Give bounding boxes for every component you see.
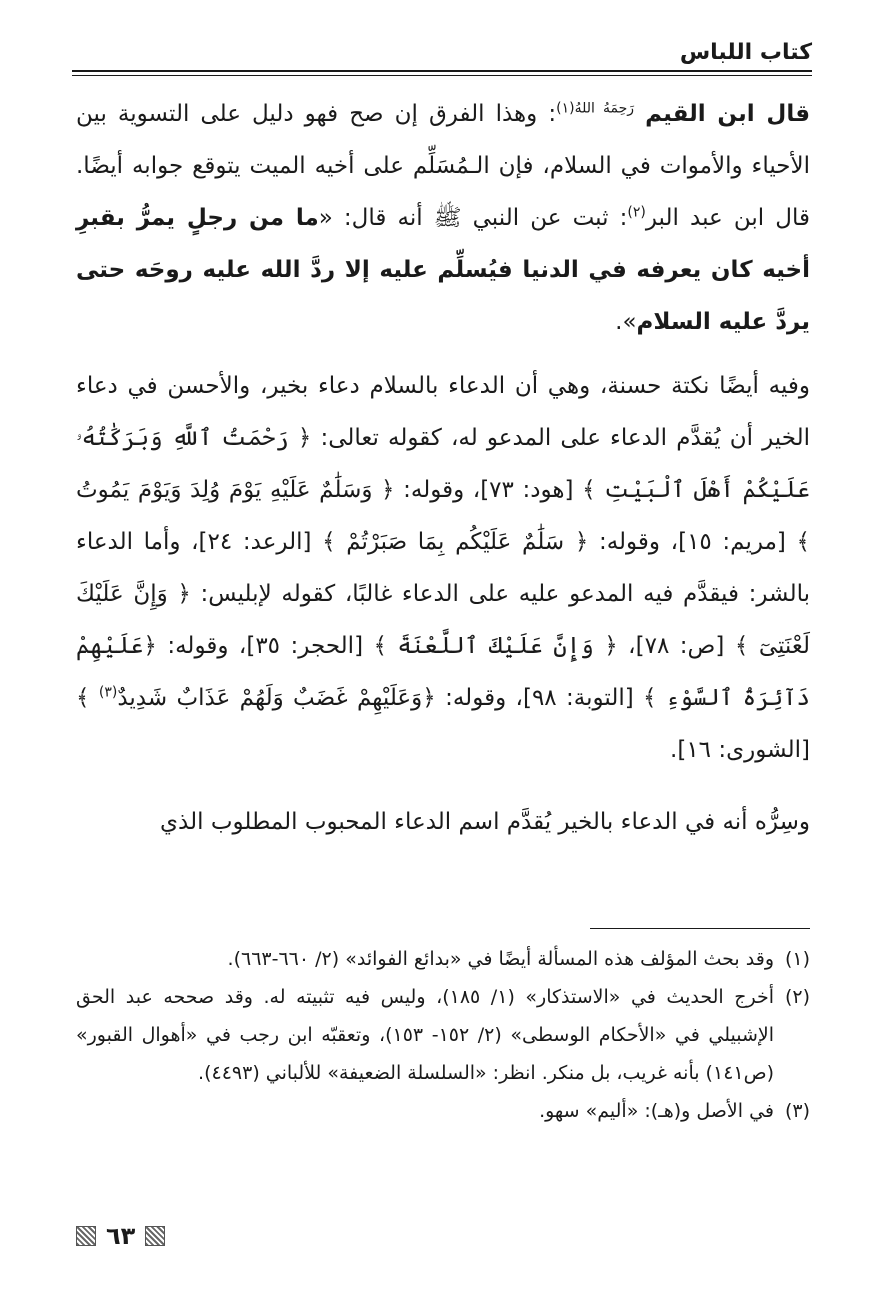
verse-reference: [مريم: ١٥]، وقوله: xyxy=(588,529,797,555)
quran-verse: ﴿ وَإِنَّ عَلَيْكَ لَعْنَتِىٓ ﴾ xyxy=(76,581,810,659)
footnotes xyxy=(76,940,810,1130)
footnote-text: في الأصل و(هـ): «أليم» سهو. xyxy=(539,1100,774,1122)
paragraph-1 xyxy=(76,88,810,348)
verse-reference: [هود: ٧٣]، وقوله: xyxy=(394,477,583,503)
speaker-name: قال ابن القيم xyxy=(645,101,811,127)
text-segment: وفيه أيضًا نكتة حسنة، وهي أن الدعاء بالسلام دعاء بخير، والأحسن في دعاء الخير أن يُقدَّم الدعاء على المدعو له، كقوله تعالى: xyxy=(76,373,810,451)
quran-verse: ﴿عَلَيْهِمْ دَآئِرَةُ ٱلسَّوْءِ ﴾ xyxy=(76,633,810,711)
paragraph-3 xyxy=(76,796,810,848)
footnote-text: وقد بحث المؤلف هذه المسألة أيضًا في «بدائع الفوائد» (٢/ ٦٦٠-٦٦٣). xyxy=(227,948,774,970)
footnote-text: أخرج الحديث في «الاستذكار» (١/ ١٨٥)، وليس فيه تثبيته له. وقد صححه عبد الحق الإشبيلي في «الأحكام الوسطى» (٢/ ١٥٢- ١٥٣)، وتعقبّه ابن رجب في «أهوال القبور» (ص١٤١) بأنه غريب، بل منكر. انظر: «السلسلة الضعيفة» للألباني (٤٤٩٣). xyxy=(76,986,775,1084)
footnote-1 xyxy=(76,940,810,978)
footnote-3 xyxy=(76,1092,810,1130)
page-number: ٦٣ xyxy=(106,1222,136,1250)
quran-verse: ﴿ وَسَلَٰمٌ عَلَيْهِ يَوْمَ وُلِدَ وَيَوْمَ يَمُوتُ ﴾ xyxy=(76,477,810,555)
footnote-2 xyxy=(76,978,810,1092)
verse-reference: [الشورى: ١٦]. xyxy=(670,737,810,763)
quran-verse: ﴿وَعَلَيْهِمْ غَضَبٌ وَلَهُمْ عَذَابٌ شَدِيدٌ xyxy=(117,685,436,711)
verse-reference: [الحجر: ٣٥]، وقوله: xyxy=(156,633,374,659)
quran-verse: ﴿ سَلَٰمٌ عَلَيْكُم بِمَا صَبَرْتُمْ ﴾ xyxy=(322,529,589,555)
verse-reference: [التوبة: ٩٨]، وقوله: xyxy=(435,685,644,711)
text-segment: ». xyxy=(615,309,637,335)
footnote-number: (١) xyxy=(784,948,810,970)
header-rule-thick xyxy=(72,70,812,72)
text-segment: : وهذا الفرق إن صح فهو دليل على التسوية بين الأحياء والأموات في السلام، فإن الـمُسَلِّم على أخيه الميت يتوقع جوابه أيضًا. قال ابن عبد البر xyxy=(76,101,810,231)
footnote-ref-2[interactable]: (٢) xyxy=(627,204,646,221)
footnote-number: (٢) xyxy=(784,986,810,1008)
ornament-icon xyxy=(76,1226,96,1246)
ornament-icon xyxy=(145,1226,165,1246)
running-header xyxy=(72,38,812,68)
header-rule-thin xyxy=(72,75,812,76)
footnote-ref-3[interactable]: (٣) xyxy=(98,684,118,701)
main-text xyxy=(76,88,810,848)
quran-verse: ﴿ وَإِنَّ عَلَيْكَ ٱللَّعْنَةَ ﴾ xyxy=(373,633,618,659)
verse-reference: [ص: ٧٨]، xyxy=(617,633,735,659)
text-segment: وسِرُّه أنه في الدعاء بالخير يُقدَّم اسم الدعاء المحبوب المطلوب الذي xyxy=(160,809,810,835)
footnote-number: (٣) xyxy=(784,1100,810,1122)
page-number-block xyxy=(76,1216,196,1256)
footnote-separator xyxy=(590,928,810,929)
quran-verse: ﴿ رَحْمَتُ ٱللَّهِ وَبَرَكَٰتُهُۥ عَلَيْكُمْ أَهْلَ ٱلْبَيْتِ ﴾ xyxy=(76,425,810,503)
quran-verse-end: ﴾ xyxy=(76,685,99,711)
honorific: رَحِمَهُ اللهُ xyxy=(574,100,635,117)
paragraph-2 xyxy=(76,360,810,776)
footnote-ref-1[interactable]: (١) xyxy=(556,100,575,117)
text-segment: : ثبت عن النبي ﷺ أنه قال: « xyxy=(318,205,628,231)
verse-reference: [الرعد: ٢٤]، وأما الدعاء بالشر: فيقدَّم فيه المدعو عليه على الدعاء غالبًا، كقوله لإبليس: xyxy=(76,529,810,607)
chapter-title: كتاب اللباس xyxy=(679,40,812,65)
hadith-text: ما من رجلٍ يمرُّ بقبرِ أخيه كان يعرفه في الدنيا فيُسلِّم عليه إلا ردَّ الله عليه روحَه حتى يردَّ عليه السلام xyxy=(76,205,810,335)
